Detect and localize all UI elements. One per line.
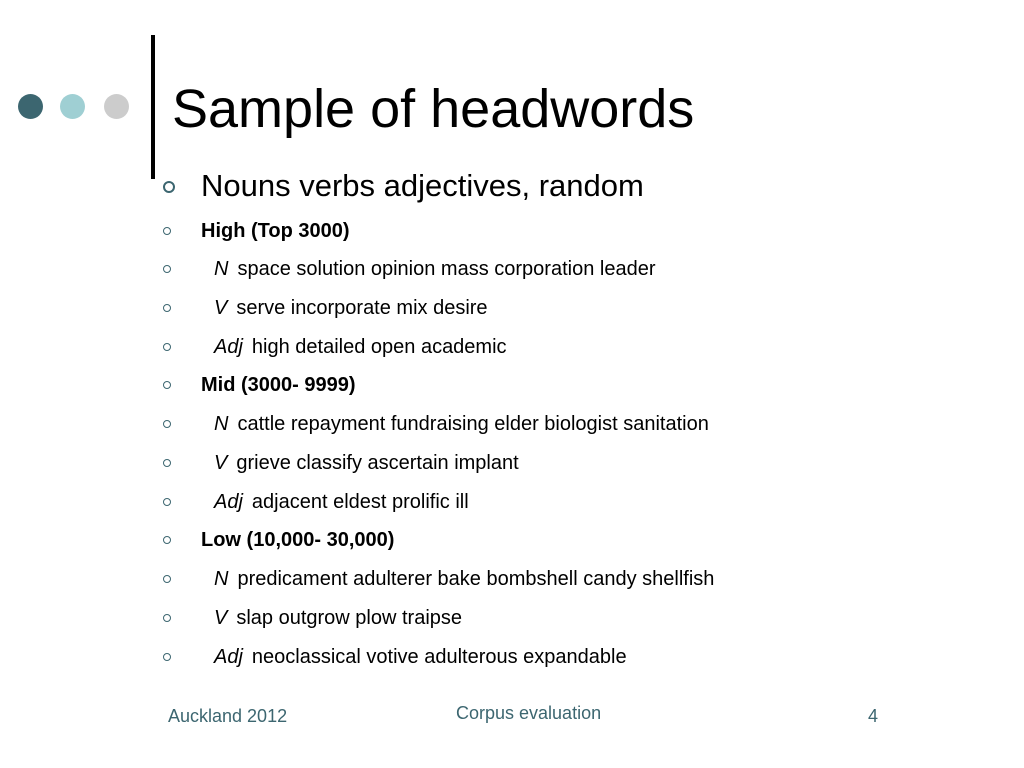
word-list: cattle repayment fundraising elder biologist sanitation — [237, 413, 709, 435]
word-list: high detailed open academic — [251, 336, 507, 358]
word-list: grieve classify ascertain implant — [236, 452, 519, 474]
bullet-icon — [163, 381, 171, 389]
item-text — [201, 451, 519, 475]
bullet-icon — [163, 265, 171, 273]
word-list: space solution opinion mass corporation leader — [237, 258, 656, 280]
band-label: High (Top 3000) — [201, 220, 350, 242]
bullet-icon — [163, 304, 171, 312]
item-text — [201, 335, 507, 359]
band-label: Low (10,000- 30,000) — [201, 529, 395, 551]
decor-dot-dark — [18, 94, 43, 119]
slide-number: 4 — [868, 706, 879, 726]
band-label: Mid (3000- 9999) — [201, 374, 356, 396]
item-text: Nouns verbs adjectives, random — [201, 168, 644, 203]
title-divider — [151, 35, 155, 179]
word-list: serve incorporate mix desire — [236, 297, 488, 319]
decor-dot-light — [60, 94, 85, 119]
item-text — [201, 296, 488, 320]
item-text — [201, 567, 714, 591]
word-list: neoclassical votive adulterous expandable — [251, 646, 627, 668]
bullet-icon — [163, 420, 171, 428]
pos-label: Adj — [214, 646, 243, 668]
item-text — [201, 490, 469, 514]
item-text — [201, 645, 627, 669]
bullet-icon — [163, 653, 171, 661]
pos-label: V — [214, 607, 228, 629]
pos-label: Adj — [214, 336, 243, 358]
item-text — [201, 257, 655, 281]
bullet-icon — [163, 614, 171, 622]
footer-location: Auckland 2012 — [168, 706, 288, 726]
pos-label: Adj — [214, 491, 243, 513]
word-list: slap outgrow plow traipse — [236, 607, 463, 629]
decor-dot-grey — [104, 94, 129, 119]
item-text — [201, 412, 709, 436]
word-list: predicament adulterer bake bombshell candy shellfish — [237, 568, 715, 590]
bullet-icon — [163, 536, 171, 544]
bullet-icon — [163, 343, 171, 351]
bullet-icon — [163, 459, 171, 467]
footer-topic: Corpus evaluation — [456, 703, 602, 723]
pos-label: N — [214, 568, 229, 590]
slide-title: Sample of headwords — [172, 79, 695, 139]
bullet-icon — [163, 227, 171, 235]
pos-label: V — [214, 452, 228, 474]
word-list: adjacent eldest prolific ill — [251, 491, 469, 513]
item-text — [201, 606, 462, 630]
pos-label: N — [214, 413, 229, 435]
bullet-icon — [163, 181, 175, 193]
bullet-icon — [163, 575, 171, 583]
pos-label: V — [214, 297, 228, 319]
bullet-icon — [163, 498, 171, 506]
pos-label: N — [214, 258, 229, 280]
